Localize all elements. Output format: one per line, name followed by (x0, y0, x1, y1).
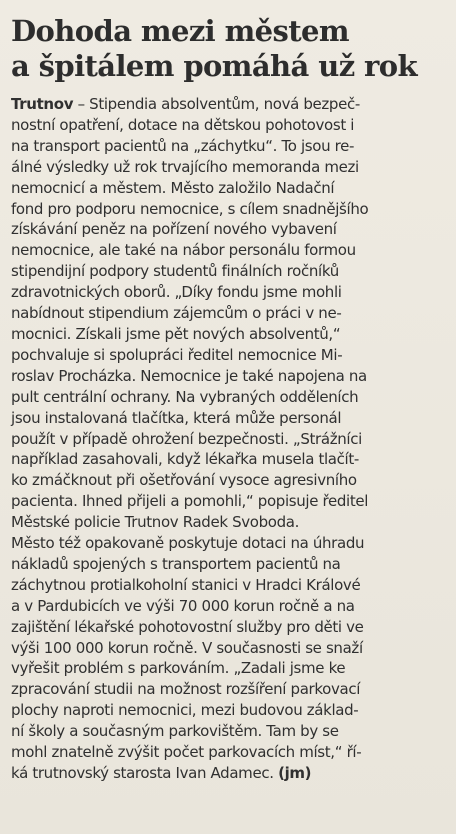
article-headline (11, 14, 444, 84)
body-line: pult centrální ochrany. Na vybraných odděleních (11, 387, 359, 406)
body-line-last (11, 763, 444, 784)
body-line: pochvaluje si spolupráci ředitel nemocnice Mi- (11, 345, 343, 364)
body-line: ní školy a současným parkovištěm. Tam by se (11, 722, 339, 741)
body-lines (11, 115, 444, 763)
body-line: fond pro podporu nemocnice, s cílem snadnějšího (11, 199, 369, 218)
body-line: Městské policie Trutnov Radek Svoboda. (11, 513, 300, 532)
body-line: použít v případě ohrožení bezpečnosti. „Strážníci (11, 429, 362, 448)
first-line-text: – Stipendia absolventům, nová bezpeč- (73, 95, 360, 113)
body-line: Město též opakovaně poskytuje dotaci na úhradu (11, 534, 365, 553)
body-line: zajištění lékařské pohotovostní služby pro děti ve (11, 617, 364, 636)
body-line: mocnici. Získali jsme pět nových absolventů,“ (11, 324, 341, 343)
body-line: například zasahovali, když lékařka musela tlačít- (11, 450, 359, 469)
last-line-text: ká trutnovský starosta Ivan Adamec. (11, 764, 279, 782)
dateline: Trutnov (11, 95, 74, 113)
body-line: ko zmáčknout při ošetřování vysoce agresivního (11, 471, 357, 490)
body-line: zdravotnických oborů. „Díky fondu jsme mohli (11, 283, 342, 302)
body-line: plochy naproti nemocnici, mezi budovou základ- (11, 701, 359, 720)
headline-line: Dohoda mezi městem (11, 14, 349, 48)
article-body (11, 94, 444, 784)
body-line: nemocnicí a městem. Město založilo Nadační (11, 178, 335, 197)
headline-line: a špitálem pomáhá už rok (11, 49, 417, 83)
body-line: zpracování studii na možnost rozšíření parkovací (11, 680, 361, 699)
body-line-first (11, 94, 444, 115)
body-line: álné výsledky už rok trvajícího memoranda mezi (11, 157, 359, 176)
body-line: získávání peněz na pořízení nového vybavení (11, 220, 337, 239)
body-line: na transport pacientů na „záchytku“. To jsou re- (11, 136, 355, 155)
body-line: nabídnout stipendium zájemcům o práci v ne- (11, 304, 342, 323)
body-line: jsou instalovaná tlačítka, která může personál (11, 408, 342, 427)
author-byline: (jm) (278, 764, 312, 782)
body-line: roslav Procházka. Nemocnice je také napojena na (11, 366, 367, 385)
body-line: výši 100 000 korun ročně. V současnosti se snaží (11, 638, 363, 657)
body-line: nemocnice, ale také na nábor personálu formou (11, 241, 356, 260)
body-line: nákladů spojených s transportem pacientů na (11, 554, 341, 573)
body-line: stipendijní podpory studentů finálních ročníků (11, 262, 339, 281)
body-line: nostní opatření, dotace na dětskou pohotovost i (11, 115, 355, 134)
body-line: mohl znatelně zvýšit počet parkovacích míst,“ ří- (11, 743, 362, 762)
body-line: a v Pardubicích ve výši 70 000 korun ročně a na (11, 596, 355, 615)
body-line: záchytnou protialkoholní stanici v Hradci Králové (11, 575, 361, 594)
body-line: vyřešit problém s parkováním. „Zadali jsme ke (11, 659, 346, 678)
body-line: pacienta. Ihned přijeli a pomohli,“ popisuje ředitel (11, 492, 369, 511)
